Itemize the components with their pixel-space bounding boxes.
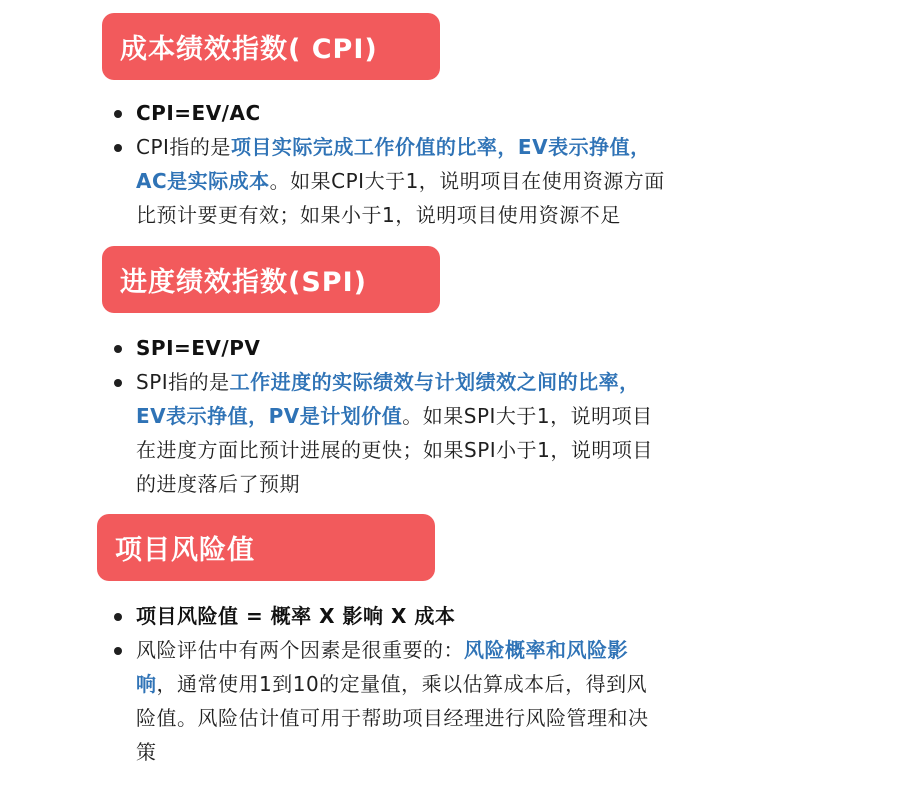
description-line bbox=[136, 633, 794, 667]
bullet-dot-icon bbox=[114, 379, 122, 387]
bullet-list-risk bbox=[114, 599, 794, 769]
description-line bbox=[136, 164, 794, 198]
description-item bbox=[114, 365, 794, 501]
description-line bbox=[136, 399, 794, 433]
description-item bbox=[114, 130, 794, 232]
highlight-text: 响 bbox=[136, 672, 157, 696]
section-title: 项目风险值 bbox=[115, 535, 255, 566]
plain-text: 风险评估中有两个因素是很重要的： bbox=[136, 638, 464, 662]
bullet-dot-icon bbox=[114, 144, 122, 152]
plain-text: 。如果SPI大于1，说明项目 bbox=[402, 404, 653, 428]
section-header-spi bbox=[102, 246, 440, 313]
formula-item bbox=[114, 331, 794, 365]
plain-text: 。如果CPI大于1，说明项目在使用资源方面 bbox=[269, 169, 665, 193]
highlight-text: 项目实际完成工作价值的比率，EV表示挣值， bbox=[230, 135, 651, 159]
description-line bbox=[136, 130, 794, 164]
highlight-text: 工作进度的实际绩效与计划绩效之间的比率， bbox=[229, 370, 640, 394]
section-title: 进度绩效指数(SPI) bbox=[120, 267, 367, 298]
bullet-list-cpi bbox=[114, 96, 794, 232]
plain-text: CPI指的是 bbox=[136, 135, 231, 159]
highlight-text: 风险概率和风险影 bbox=[464, 638, 628, 662]
bullet-dot-icon bbox=[114, 613, 122, 621]
section-header-risk bbox=[97, 514, 435, 581]
formula-item bbox=[114, 96, 794, 130]
description-item bbox=[114, 633, 794, 769]
section-title: 成本绩效指数( CPI) bbox=[120, 34, 378, 65]
formula-text: CPI=EV/AC bbox=[136, 101, 261, 125]
description-line bbox=[136, 701, 794, 735]
formula-item bbox=[114, 599, 794, 633]
highlight-text: AC是实际成本 bbox=[136, 169, 270, 193]
formula-text: SPI=EV/PV bbox=[136, 336, 261, 360]
description-line bbox=[136, 365, 794, 399]
bullet-list-spi bbox=[114, 331, 794, 501]
plain-text: SPI指的是 bbox=[136, 370, 230, 394]
highlight-text: EV表示挣值，PV是计划价值 bbox=[136, 404, 403, 428]
description-line bbox=[136, 735, 794, 769]
section-header-cpi bbox=[102, 13, 440, 80]
plain-text: 策 bbox=[136, 740, 157, 764]
formula-text: 项目风险值 = 概率 X 影响 X 成本 bbox=[136, 604, 456, 628]
bullet-dot-icon bbox=[114, 647, 122, 655]
plain-text: 比预计要更有效；如果小于1，说明项目使用资源不足 bbox=[136, 203, 621, 227]
plain-text: 的进度落后了预期 bbox=[136, 472, 300, 496]
description-line bbox=[136, 198, 794, 232]
description-line bbox=[136, 433, 794, 467]
description-line bbox=[136, 667, 794, 701]
bullet-dot-icon bbox=[114, 345, 122, 353]
description-line bbox=[136, 467, 794, 501]
plain-text: ，通常使用1到10的定量值，乘以估算成本后，得到风 bbox=[156, 672, 648, 696]
bullet-dot-icon bbox=[114, 110, 122, 118]
plain-text: 险值。风险估计值可用于帮助项目经理进行风险管理和决 bbox=[136, 706, 649, 730]
plain-text: 在进度方面比预计进展的更快；如果SPI小于1，说明项目 bbox=[136, 438, 653, 462]
